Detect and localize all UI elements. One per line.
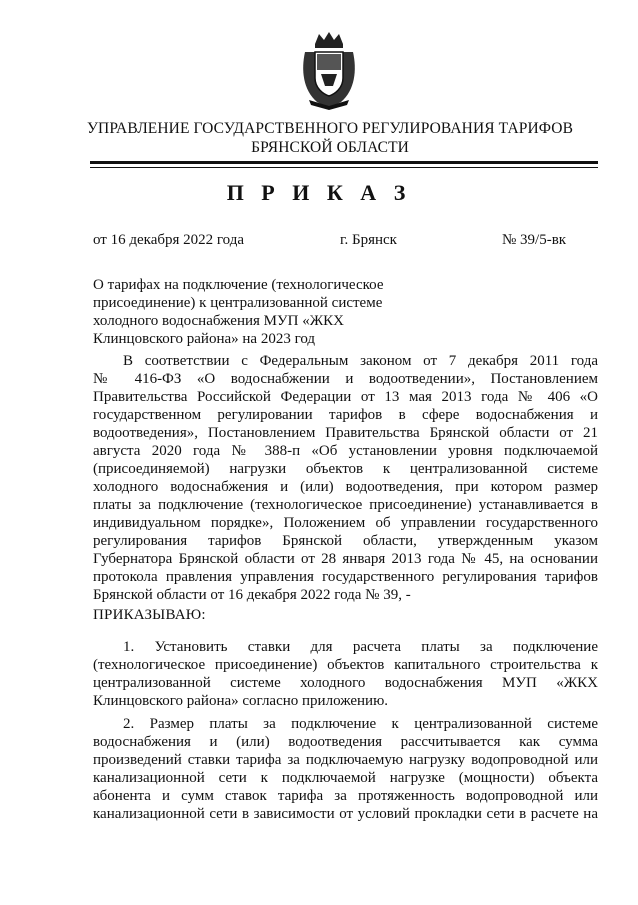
order-number: № 39/5-вк (502, 232, 567, 248)
issuing-organization (60, 119, 600, 157)
point-line: 2. Размер платы за подключение к централизованной системе (123, 716, 598, 732)
preamble-line: Губернатора Брянской области от 28 января 2013 года № 45, на основании (93, 551, 598, 567)
preamble-line: водоотведения», Постановлением Правительства Брянской области от 21 (93, 425, 598, 441)
order-directive-word: ПРИКАЗЫВАЮ: (93, 607, 206, 623)
preamble-line: холодного водоснабжения и (или) водоотведения, при котором размер (93, 479, 598, 495)
header-divider-thick (90, 161, 598, 164)
point-line: водоснабжения и (или) водоотведения рассчитывается как сумма (93, 734, 598, 750)
point-line: канализационной сети к подключаемой нагрузке (мощности) объекта (93, 770, 598, 786)
preamble-line: августа 2020 года № 388-п «Об установлении уровня подключаемой (93, 443, 598, 459)
point-line: абонента и сумм ставок тарифа за протяженность водопроводной или (93, 788, 598, 804)
subject-line: О тарифах на подключение (технологическое (93, 277, 384, 293)
point-line: 1. Установить ставки для расчета платы за подключение (123, 639, 598, 655)
preamble-paragraph (93, 352, 598, 604)
preamble-line: (присоединяемой) нагрузки объектов к централизованной системе (93, 461, 598, 477)
preamble-line: платы за подключение (технологическое присоединение) устанавливается в (93, 497, 598, 513)
preamble-line: № 416-ФЗ «О водоснабжении и водоотведении», Постановлением (93, 371, 598, 387)
org-line-1: УПРАВЛЕНИЕ ГОСУДАРСТВЕННОГО РЕГУЛИРОВАНИЯ ТАРИФОВ (86, 120, 574, 137)
order-point-2 (93, 715, 598, 823)
order-point-1 (93, 638, 598, 710)
preamble-line: регулирования тарифов Брянской области, утвержденным указом (93, 533, 598, 549)
subject-line: холодного водоснабжения МУП «ЖКХ (93, 313, 344, 329)
subject-line: Клинцовского района» на 2023 год (93, 331, 316, 347)
preamble-line: протокола правления управления государственного регулирования тарифов (93, 569, 598, 585)
subject-line: присоединение) к централизованной системе (93, 295, 383, 311)
header-divider-thin (90, 167, 598, 168)
order-date: от 16 декабря 2022 года (93, 232, 245, 248)
point-line: канализационной сети в зависимости от условий прокладки сети в расчете на (93, 806, 598, 822)
preamble-line: индивидуальном порядке», Положением об управлении государственного (93, 515, 598, 531)
coat-of-arms-emblem (299, 30, 359, 110)
point-line: Клинцовского района» согласно приложению. (93, 693, 389, 709)
point-line: централизованной системе холодного водоснабжения МУП «ЖКХ (93, 675, 598, 691)
preamble-line: Правительства Российской Федерации от 13 мая 2013 года № 406 «О (93, 389, 598, 405)
preamble-line: Брянской области от 16 декабря 2022 года № 39, - (93, 587, 411, 603)
order-subject (93, 276, 413, 348)
org-line-2: БРЯНСКОЙ ОБЛАСТИ (251, 139, 409, 156)
order-city: г. Брянск (340, 232, 397, 248)
point-line: (технологическое присоединение) объектов капитального строительства к (93, 657, 598, 673)
point-line: произведений ставки тарифа за подключаемую нагрузку водопроводной или (93, 752, 598, 768)
document-title: П Р И К А З (226, 180, 412, 205)
preamble-line: В соответствии с Федеральным законом от 7 декабря 2011 года (123, 353, 598, 369)
preamble-line: государственном регулировании тарифов в сфере водоснабжения и (93, 407, 598, 423)
